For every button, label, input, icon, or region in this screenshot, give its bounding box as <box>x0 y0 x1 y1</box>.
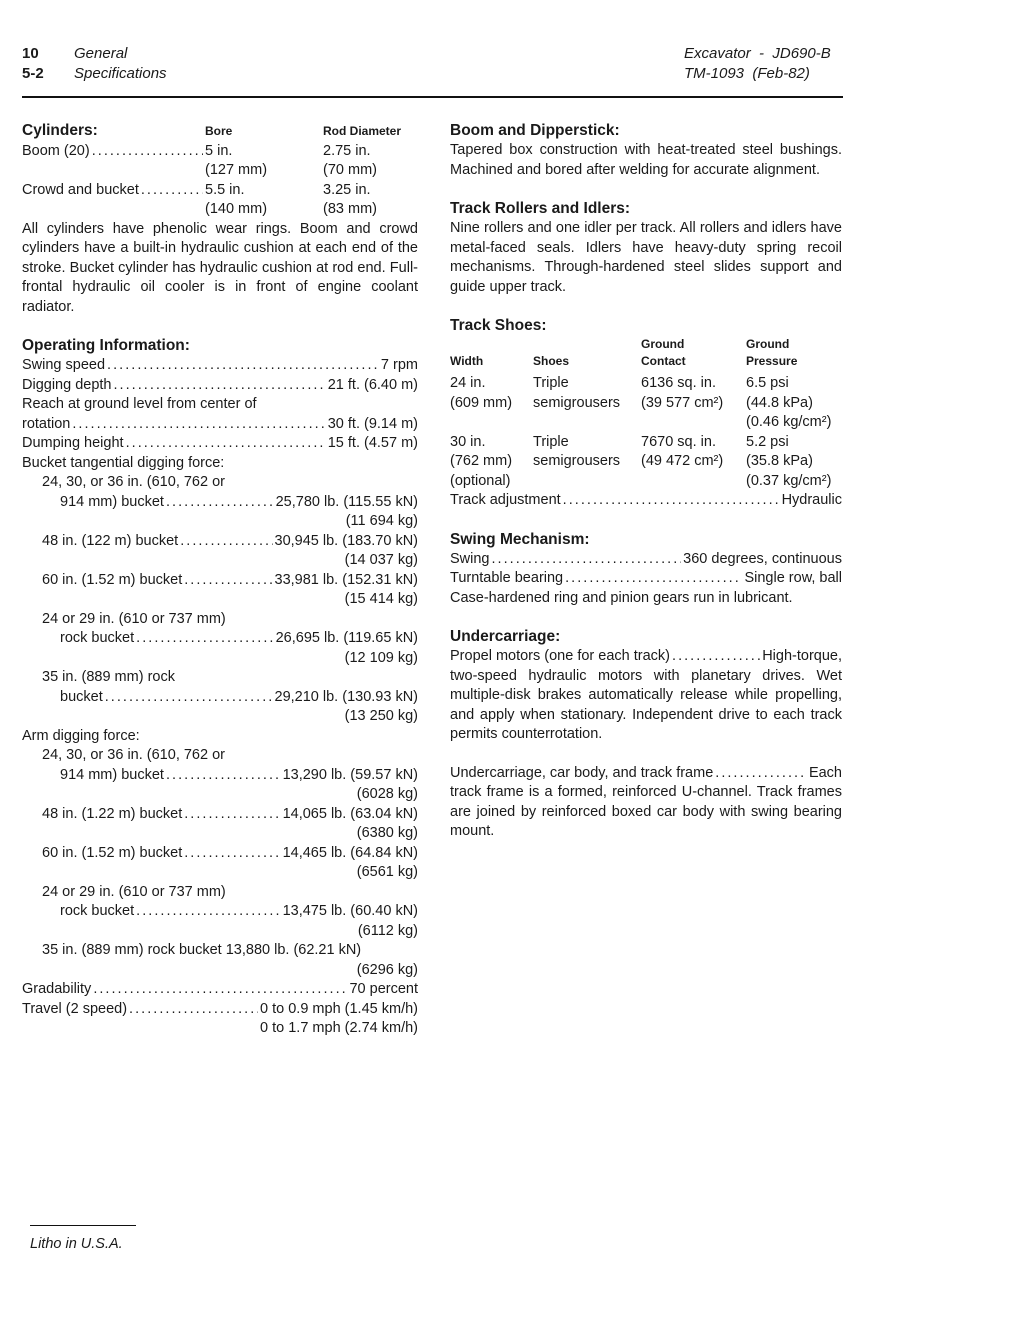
bf-4a: 24 or 29 in. (610 or 737 mm) <box>42 610 226 627</box>
af-1-row <box>22 766 418 786</box>
swing-row <box>450 550 842 570</box>
track-adjustment-label: Track adjustment <box>450 492 561 508</box>
bf-3-label: 60 in. (1.52 m) bucket <box>42 571 183 588</box>
swing-speed-label: Swing speed <box>22 357 106 373</box>
digging-depth-value: 21 ft. (6.40 m) <box>327 376 418 393</box>
shoe-type: semigrousers <box>533 394 621 411</box>
track-adjustment-value: Hydraulic <box>781 492 842 508</box>
bf-5-label: bucket <box>60 688 103 705</box>
travel-value-1: 0 to 0.9 mph (1.45 km/h) <box>260 1000 418 1017</box>
bf-4-label: rock bucket <box>60 630 135 646</box>
af-1a: 24, 30, or 36 in. (610, 762 or <box>42 747 225 763</box>
shoes-row <box>450 433 842 453</box>
cylinder-row-metric <box>22 200 418 220</box>
shoe-pressure: (35.8 kPa) <box>746 453 813 469</box>
shoe-width: (609 mm) <box>450 394 513 411</box>
cylinder-rod: 3.25 in. <box>323 181 371 198</box>
group-name: General <box>74 45 128 62</box>
boom-text: Tapered box construction with heat-treated steel bushings. Machined and bored after welding for accurate alignment. <box>450 142 842 178</box>
cylinders-header-row <box>22 121 418 142</box>
shoe-type: semigrousers <box>533 453 621 469</box>
footer-rule <box>30 1225 136 1226</box>
travel-label: Travel (2 speed) <box>22 1000 128 1017</box>
bf-4-kg: (12 109 kg) <box>344 649 418 666</box>
gears-text: Case-hardened ring and pinion gears run in lubricant. <box>450 589 793 606</box>
propel-text: two-speed hydraulic motors with planetary drives. Wet multiple-disk brakes automatically release while propelling, and apply when stationary. Independent drive to each track permits counterrotation. <box>450 667 842 742</box>
cylinder-rod-mm: (83 mm) <box>323 201 377 217</box>
width-header: Width <box>450 354 484 368</box>
gradability-row <box>22 980 418 1000</box>
cylinder-row <box>22 181 418 201</box>
bearing-row <box>450 569 842 589</box>
swing-label: Swing <box>450 550 490 567</box>
af-1-label: 914 mm) bucket <box>60 766 164 783</box>
af-1-value: 13,290 lb. (59.57 kN) <box>282 766 418 783</box>
af-5-kg: (6296 kg) <box>356 961 418 978</box>
header-rule <box>22 96 843 98</box>
travel-value-2: 0 to 1.7 mph (2.74 km/h) <box>260 1020 418 1036</box>
bf-1-row <box>22 493 418 513</box>
shoe-contact: 6136 sq. in. <box>641 375 716 391</box>
travel-row <box>22 1000 418 1020</box>
cylinder-label: Boom (20) <box>22 142 90 159</box>
page-number: 10 <box>22 45 39 62</box>
af-5-value: 13,880 lb. (62.21 kN) <box>225 942 362 958</box>
undercarriage-title: Undercarriage: <box>450 628 561 645</box>
af-4-row <box>22 902 418 922</box>
shoe-contact: (39 577 cm²) <box>641 394 724 411</box>
swing-speed-row <box>22 356 418 376</box>
swing-speed-value: 7 rpm <box>380 357 418 373</box>
rollers-title: Track Rollers and Idlers: <box>450 200 631 217</box>
shoe-contact: 7670 sq. in. <box>641 433 716 450</box>
cylinder-row-metric <box>22 161 418 181</box>
bf-5a: 35 in. (889 mm) rock <box>42 669 175 685</box>
shoes-row <box>450 472 842 492</box>
bf-2-label: 48 in. (122 m) bucket <box>42 532 179 549</box>
cylinder-bore: 5.5 in. <box>205 181 245 198</box>
arm-force-title: Arm digging force: <box>22 727 140 744</box>
bf-1-kg: (11 694 kg) <box>345 513 418 529</box>
shoe-pressure: (44.8 kPa) <box>746 394 813 411</box>
pressure-header-1: Ground <box>746 337 790 351</box>
shoes-header: Shoes <box>533 354 570 368</box>
right-column <box>450 121 842 842</box>
propel-row <box>450 647 842 667</box>
af-4a: 24 or 29 in. (610 or 737 mm) <box>42 883 226 900</box>
shoe-pressure: (0.37 kg/cm²) <box>746 472 832 489</box>
cylinder-rod-mm: (70 mm) <box>323 162 377 178</box>
af-2-value: 14,065 lb. (63.04 kN) <box>282 805 418 822</box>
cylinder-label: Crowd and bucket <box>22 181 139 198</box>
propel-value: High-torque, <box>762 648 842 664</box>
bf-3-value: 33,981 lb. (152.31 kN) <box>274 571 418 588</box>
af-3-row <box>22 844 418 864</box>
shoes-row <box>450 374 842 394</box>
model-name: Excavator - JD690-B <box>684 45 831 62</box>
reach-row <box>22 415 418 435</box>
dumping-value: 15 ft. (4.57 m) <box>327 435 418 451</box>
gradability-label: Gradability <box>22 981 92 997</box>
left-column <box>22 121 418 1039</box>
af-2-kg: (6380 kg) <box>356 825 418 841</box>
cylinder-bore-mm: (140 mm) <box>205 201 268 217</box>
shoe-width: 24 in. <box>450 375 486 391</box>
reach-label-1: Reach at ground level from center of <box>22 396 257 412</box>
track-adjustment-row <box>450 491 842 511</box>
frame-text: track frame is a formed, reinforced U-channel. Track frames are joined by reinforced boxed car body with swing bearing mount. <box>450 784 842 839</box>
shoes-row <box>450 452 842 472</box>
shoes-header-row-1 <box>450 336 842 353</box>
dumping-label: Dumping height <box>22 435 124 451</box>
bf-2-value: 30,945 lb. (183.70 kN) <box>274 532 418 549</box>
pressure-header-2: Pressure <box>746 354 798 368</box>
bf-5-value: 29,210 lb. (130.93 kN) <box>274 688 418 705</box>
bf-1-value: 25,780 lb. (115.55 kN) <box>275 493 418 510</box>
shoes-header-row-2 <box>450 353 842 370</box>
af-3-label: 60 in. (1.52 m) bucket <box>42 844 183 861</box>
af-1-kg: (6028 kg) <box>356 786 418 802</box>
reach-value: 30 ft. (9.14 m) <box>327 415 418 432</box>
bf-4-row <box>22 629 418 649</box>
cylinder-row <box>22 142 418 162</box>
section-number: 5-2 <box>22 65 44 82</box>
contact-header-2: Contact <box>641 354 686 368</box>
frame-label: Undercarriage, car body, and track frame <box>450 764 714 781</box>
shoes-row <box>450 413 842 433</box>
af-4-kg: (6112 kg) <box>357 922 418 939</box>
shoe-pressure: (0.46 kg/cm²) <box>746 414 832 430</box>
bore-header: Bore <box>205 124 233 138</box>
bf-1-label: 914 mm) bucket <box>60 493 164 510</box>
shoe-width: (762 mm) <box>450 453 513 469</box>
page-header-right <box>684 44 831 84</box>
section-name: Specifications <box>74 65 167 82</box>
bf-5-row <box>22 688 418 708</box>
swing-title: Swing Mechanism: <box>450 530 590 548</box>
bearing-value: Single row, ball <box>744 570 842 586</box>
shoe-type: Triple <box>533 433 569 450</box>
bf-4-value: 26,695 lb. (119.65 kN) <box>275 630 418 646</box>
reach-label-2: rotation <box>22 415 71 432</box>
dumping-row <box>22 434 418 454</box>
frame-value: Each <box>808 764 842 781</box>
contact-header-1: Ground <box>641 337 685 351</box>
cylinder-bore: 5 in. <box>205 142 233 159</box>
cylinder-rod: 2.75 in. <box>323 142 371 159</box>
bucket-force-title: Bucket tangential digging force: <box>22 454 225 471</box>
cylinders-note: All cylinders have phenolic wear rings. Boom and crowd cylinders have a built-in hydraulic cushion at each end of the stroke. Bucket cylinder has hydraulic cushion at rod end. Full-frontal hydraulic oil cooler is in front of engine coolant radiator. <box>22 220 418 315</box>
shoe-type: Triple <box>533 375 569 391</box>
bf-2-kg: (14 037 kg) <box>344 552 418 568</box>
af-4-value: 13,475 lb. (60.40 kN) <box>282 903 418 919</box>
track-shoes-title: Track Shoes: <box>450 317 547 334</box>
af-2-label: 48 in. (1.22 m) bucket <box>42 805 183 822</box>
operating-title: Operating Information: <box>22 337 190 354</box>
bearing-label: Turntable bearing <box>450 570 564 586</box>
footer-text: Litho in U.S.A. <box>30 1236 123 1252</box>
bf-2-row <box>22 532 418 552</box>
propel-label: Propel motors (one for each track) <box>450 648 671 664</box>
bf-3-row <box>22 571 418 591</box>
manual-id: TM-1093 (Feb-82) <box>684 65 810 82</box>
bf-3-kg: (15 414 kg) <box>344 591 418 607</box>
af-3-kg: (6561 kg) <box>356 864 418 880</box>
frame-row <box>450 764 842 784</box>
af-3-value: 14,465 lb. (64.84 kN) <box>282 844 418 861</box>
af-5-label: 35 in. (889 mm) rock bucket <box>42 942 222 958</box>
cylinders-title: Cylinders: <box>22 122 98 139</box>
shoe-width: 30 in. <box>450 433 486 450</box>
digging-depth-row <box>22 376 418 396</box>
bf-1a: 24, 30, or 36 in. (610, 762 or <box>42 474 225 490</box>
rollers-text: Nine rollers and one idler per track. All rollers and idlers have metal-faced seals. Idlers have heavy-duty spring recoil mechanisms. Through-hardened steel slides support and guide upper track. <box>450 220 842 295</box>
af-5-row <box>22 941 418 961</box>
bf-5-kg: (13 250 kg) <box>344 708 418 724</box>
shoe-width: (optional) <box>450 472 511 489</box>
swing-value: 360 degrees, continuous <box>683 550 842 567</box>
shoe-contact: (49 472 cm²) <box>641 453 724 469</box>
gradability-value: 70 percent <box>349 981 418 997</box>
page-header-left <box>22 44 167 84</box>
shoe-pressure: 6.5 psi <box>746 375 789 391</box>
digging-depth-label: Digging depth <box>22 376 112 393</box>
shoes-row <box>450 394 842 414</box>
shoe-pressure: 5.2 psi <box>746 433 789 450</box>
boom-title: Boom and Dipperstick: <box>450 122 620 139</box>
cylinder-bore-mm: (127 mm) <box>205 162 268 178</box>
af-2-row <box>22 805 418 825</box>
rod-header: Rod Diameter <box>323 124 402 138</box>
af-4-label: rock bucket <box>60 903 135 919</box>
